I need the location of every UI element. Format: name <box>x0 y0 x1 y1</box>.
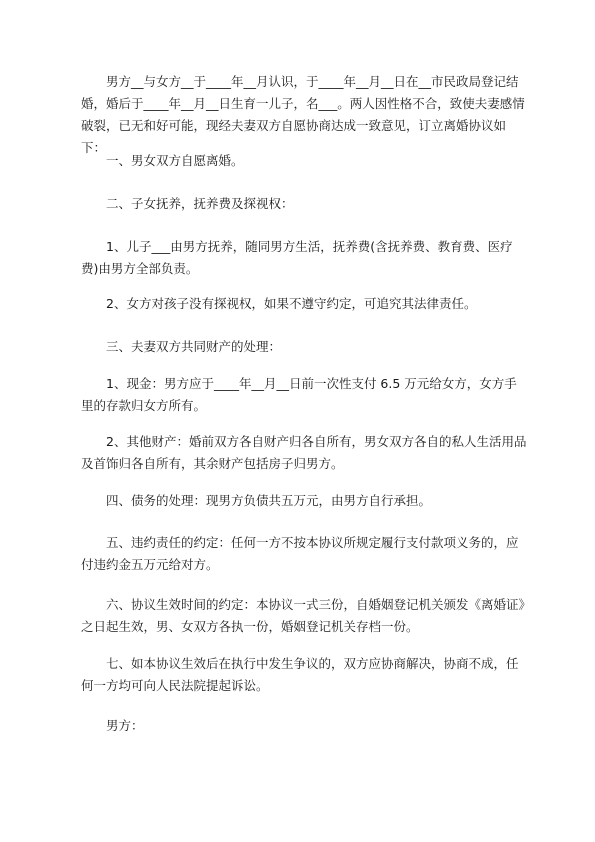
clause-2-item-1: 1、儿子___由男方抚养，随同男方生活，抚养费(含抚养费、教育费、医疗费)由男方全部负责。 <box>81 239 513 276</box>
clause-3-item-2: 2、其他财产：婚前双方各自财产归各自所有，男女双方各自的私人生活用品及首饰归各自所有，其余财产包括房子归男方。 <box>81 434 527 471</box>
signature-male-party: 男方： <box>106 718 144 733</box>
clause-3-heading: 三、夫妻双方共同财产的处理： <box>106 339 282 354</box>
clause-6-effective-date: 六、协议生效时间的约定：本协议一式三份，自婚姻登记机关颁发《离婚证》之日起生效，男、女双方各执一份，婚姻登记机关存档一份。 <box>81 597 525 634</box>
clause-2-item-2: 2、女方对孩子没有探视权，如果不遵守约定，可追究其法律责任。 <box>106 296 477 311</box>
intro-paragraph: 男方__与女方__于____年__月认识，于____年__月__日在__市民政局登记结婚，婚后于____年__月__日生育一儿子，名___。两人因性格不合，致使夫妻感情破裂，已无和好可能，现经夫妻双方自愿协商达成一致意见，订立离婚协议如下： <box>81 74 525 155</box>
clause-4-debts: 四、债务的处理：现男方负债共五万元，由男方自行承担。 <box>106 493 432 508</box>
clause-1-voluntary-divorce: 一、男女双方自愿离婚。 <box>106 153 244 168</box>
clause-7-disputes: 七、如本协议生效后在执行中发生争议的，双方应协商解决，协商不成，任何一方均可向人民法院提起诉讼。 <box>81 656 519 693</box>
clause-5-liability: 五、违约责任的约定：任何一方不按本协议所规定履行支付款项义务的，应付违约金五万元给对方。 <box>81 535 519 572</box>
clause-2-heading: 二、子女抚养，抚养费及探视权： <box>106 196 294 211</box>
clause-3-item-1: 1、现金：男方应于____年__月__日前一次性支付 6.5 万元给女方，女方手里的存款归女方所有。 <box>81 376 517 413</box>
